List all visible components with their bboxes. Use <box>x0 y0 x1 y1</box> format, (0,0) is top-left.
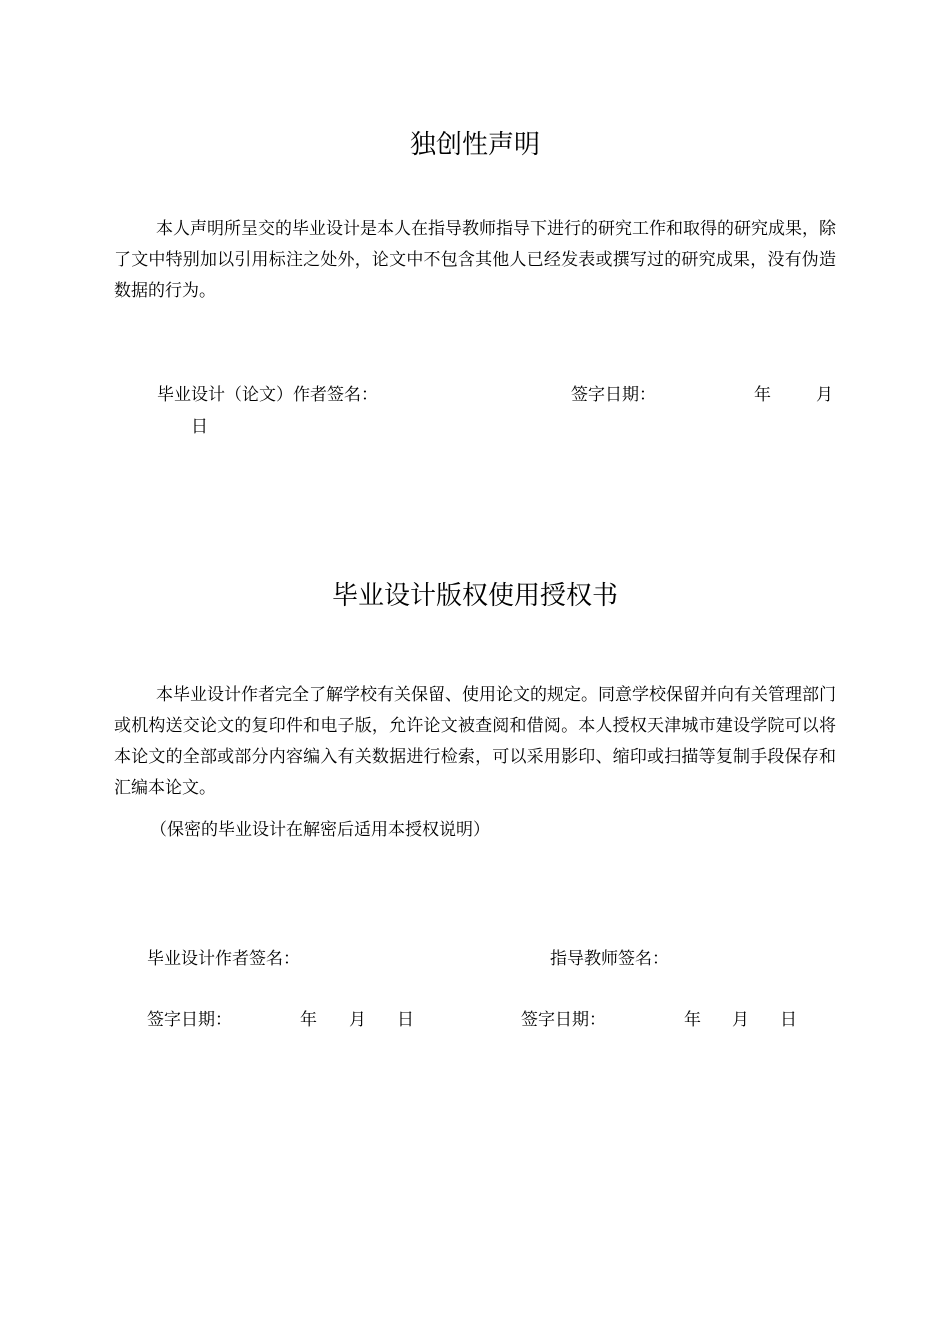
copyright-advisor-day: 日 <box>780 1010 797 1030</box>
copyright-title: 毕业设计版权使用授权书 <box>331 581 618 611</box>
declaration-body: 本人声明所呈交的毕业设计是本人在指导教师指导下进行的研究工作和取得的研究成果，除了文中特别加以引用标注之处外，论文中不包含其他人已经发表或撰写过的研究成果，没有伪造数据的行为。 <box>114 219 836 301</box>
declaration-sign-date-label: 签字日期： <box>571 385 656 405</box>
copyright-advisor-signature-label: 指导教师签名： <box>550 949 669 969</box>
copyright-body: 本毕业设计作者完全了解学校有关保留、使用论文的规定。同意学校保留并向有关管理部门或机构送交论文的复印件和电子版，允许论文被查阅和借阅。本人授权天津城市建设学院可以将本论文的全部或部分内容编入有关数据进行检索，可以采用影印、缩印或扫描等复制手段保存和汇编本论文。 <box>114 685 836 798</box>
declaration-title: 独创性声明 <box>409 130 540 160</box>
copyright-advisor-month: 月 <box>732 1010 749 1030</box>
declaration-month: 月 <box>816 385 833 405</box>
declaration-author-signature-label: 毕业设计（论文）作者签名： <box>157 385 378 405</box>
declaration-day: 日 <box>191 417 208 437</box>
copyright-author-month: 月 <box>349 1010 366 1030</box>
copyright-note: （保密的毕业设计在解密后适用本授权说明） <box>150 820 490 840</box>
copyright-author-sign-date-label: 签字日期： <box>147 1010 232 1030</box>
copyright-advisor-year: 年 <box>684 1010 701 1030</box>
copyright-author-day: 日 <box>397 1010 414 1030</box>
copyright-advisor-sign-date-label: 签字日期： <box>521 1010 606 1030</box>
declaration-year: 年 <box>754 385 771 405</box>
copyright-author-year: 年 <box>300 1010 317 1030</box>
copyright-author-signature-label: 毕业设计作者签名： <box>147 949 300 969</box>
